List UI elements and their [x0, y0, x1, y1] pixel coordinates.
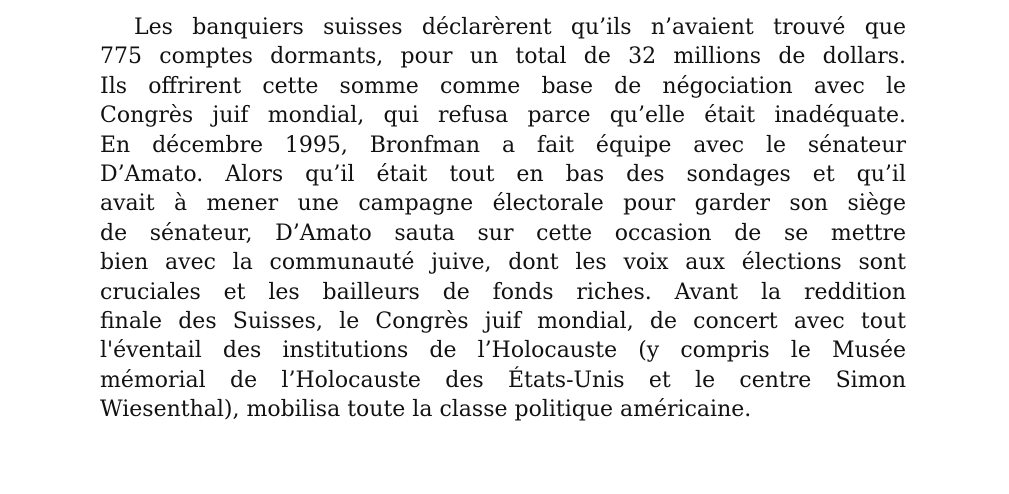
paragraph-line-11: finale des Suisses, le Congrès juif mondial, de concert avec tout [100, 308, 906, 334]
paragraph-line-4: Congrès juif mondial, qui refusa parce qu’elle était inadéquate. [100, 103, 906, 129]
paragraph-line-2: 775 comptes dormants, pour un total de 32 millions de dollars. [100, 44, 906, 70]
paragraph-line-14: Wiesenthal), mobilisa toute la classe politique américaine. [100, 397, 752, 423]
body-paragraph [100, 13, 906, 424]
paragraph-line-10: cruciales et les bailleurs de fonds riches. Avant la reddition [100, 279, 906, 305]
document-page [100, 13, 906, 424]
paragraph-line-3: Ils offrirent cette somme comme base de négociation avec le [100, 73, 906, 99]
paragraph-line-8: de sénateur, D’Amato sauta sur cette occasion de se mettre [100, 220, 906, 246]
paragraph-line-12: l'éventail des institutions de l’Holocauste (y compris le Musée [100, 338, 906, 364]
paragraph-line-9: bien avec la communauté juive, dont les voix aux élections sont [100, 250, 906, 276]
paragraph-line-13: mémorial de l’Holocauste des États-Unis et le centre Simon [100, 367, 906, 393]
paragraph-line-7: avait à mener une campagne électorale pour garder son siège [100, 191, 906, 217]
paragraph-line-5: En décembre 1995, Bronfman a fait équipe avec le sénateur [100, 132, 906, 158]
paragraph-line-6: D’Amato. Alors qu’il était tout en bas des sondages et qu’il [100, 161, 906, 187]
paragraph-line-1: Les banquiers suisses déclarèrent qu’ils n’avaient trouvé que [134, 15, 906, 40]
